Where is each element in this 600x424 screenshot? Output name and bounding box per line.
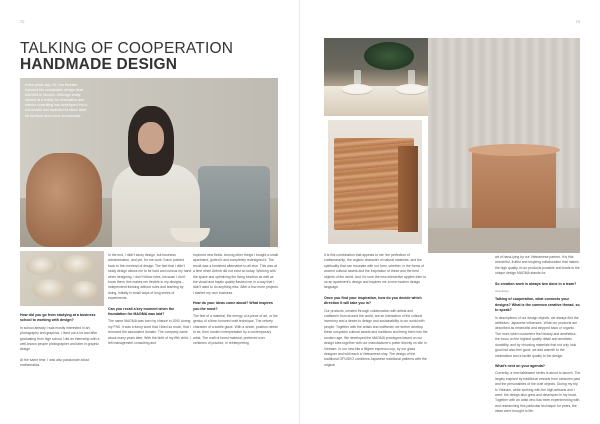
wood-block-side — [398, 146, 418, 232]
bowls-photo — [20, 251, 104, 306]
title-light: TALKING OF COOPERATION — [20, 40, 234, 57]
page-number: 72 — [20, 19, 25, 24]
paragraph: In the end, I didn't study design, but business administration, and yet, for me work I have pointed back to the overlead of design. The fact that I didn't study design allows me to be bold and curious my hand when designing. I don't follow rules, because I don't know them; this makes me flexible in my designs – independent thinking without rules and learning by doing, initially in small ways of long series of experiments. — [108, 253, 192, 301]
answer-label: Absolutely. — [495, 289, 510, 294]
plate — [396, 84, 426, 94]
plant-leaves — [364, 42, 414, 70]
paragraph: explored new fields. Among other things I bought a small apartment, gutted it and completely redesigned it. The result was a furnished alternative to all else. This was at a time when Airbnb did not exist so today. Working with the space and optimizing the living function as well as the visual and haptic quality flashed me in a way that I didn't want to do anything else. After a few more projects I started my own business. — [193, 253, 279, 295]
question: So creation work is always two done in a team? — [495, 281, 577, 286]
question: Can you recall a key moment when the foundation for MAGMA was laid? — [108, 306, 175, 317]
paragraph: At the same time, I was also passionate about mathematics. — [20, 357, 90, 368]
floor — [428, 228, 580, 253]
wood-block-photo — [328, 120, 422, 244]
paragraph: art of hand-lying by our Vietnamese partner. It is this wonderful, fruitful and inspiring collaboration that makes the high quality of our products possible and leads to the unique design MAGMA stands for. — [495, 255, 580, 276]
left-column-1 — [20, 313, 104, 374]
hero-caption: A few years ago, Dr. Urs Moesler founded the sustainable design label MAGMA in Munich. Although really started at a hobby for restoration and interior consulting has developed into a successful and awarded furniture label for furniture and home accessories. — [25, 83, 88, 118]
stool — [198, 166, 270, 247]
wooden-stool-top — [468, 144, 560, 156]
question: Talking of cooperation, what connects your designs? What is the common creative thread, so to speak? — [495, 297, 580, 313]
person-face — [138, 122, 164, 154]
paragraph: Our products, created through collaboration with artists and craftsmen from around the world, are an interaction of the cultural inventory and a desire to design and sustainability in our world with people. Together with the artists and craftsmen we further develop these unspoken cultural assets and traditions and bring them into the modern age. We developed the MAGMA prototypes based on our design idea together with our manufacturer's potter directly on site in Vietnam. In our new kits a filigree espresso cup, by our glass designer and with each a Vietnamese clay. The design of the traditional OPUSKO combines Japanese traditional patterns with the original — [324, 308, 428, 367]
glass — [408, 70, 415, 84]
page-number: 73 — [575, 19, 580, 24]
bowl — [70, 281, 98, 299]
question: How did you go from studying at a business school to working with design? — [20, 313, 96, 323]
bowl — [60, 255, 94, 275]
right-column-2 — [495, 255, 581, 420]
glass — [354, 70, 361, 84]
terracotta-vase — [26, 153, 102, 247]
paragraph: Currently, a new tableware series is about to launch. The largely inspired by traditional vessels from centuries past and the personalities of the craft objects. During my trip to Vietnam, while working with the high artisans and I went, the design also grew and developed in my head. Together with an artist who has been experimenting with and researching this particular technique for years, the ideas were brought to life. — [495, 371, 581, 414]
left-column-3 — [193, 253, 279, 352]
plate — [342, 84, 372, 94]
stool-photo — [428, 38, 580, 253]
paragraph: In school already I was mostly interested in art, photography and graphics. I lived out a lot and after graduating from high school I did an internship with a well-known people photographer and later in graphic design. — [20, 325, 100, 352]
right-page — [300, 0, 600, 424]
right-column-1 — [324, 253, 428, 373]
question: Once you find your inspiration, how do you decide which direction it will take you in? — [324, 295, 422, 306]
left-column-2 — [108, 253, 192, 352]
question: What's next on your agenda? — [495, 363, 545, 368]
bowl — [32, 279, 66, 299]
bowl — [26, 257, 56, 275]
question: How do your ideas come about? What inspires you the most? — [193, 301, 273, 311]
paragraph: The name MAGMA was born by chance in 2000 during my PhD. It was a funny word that I liked so much, that I removed the associated domain. The company came about many years later. With the birth of my fifth child, I left management consulting and — [108, 319, 191, 346]
paragraph: The feel of a material, the energy of a piece of art, or the genius of a time-honored craft technique. The velvety character of a subtle glaze. With a whole, position needs to be, then modern interpretation by a contemporary artist. The craft of forest material, preferred over centuries of practice, in reinterpreting — [193, 314, 278, 346]
paragraph: In descriptions of our design objects, we always find the attributes: Japanese influences. What our products are described as minimalist and stripped back or organic. The more when customers feel beauty and aesthetics, the focus on the highest quality detail and aesthetic durability, and by choosing materials that not only look good but also feel good, we add warmth to the minimalism and a tactile quality to the design. — [495, 315, 579, 358]
wooden-stool — [472, 150, 556, 228]
title-bold: HANDMADE DESIGN — [20, 56, 178, 73]
paragraph: It is this combination that appeals to me: the perfection of craftsmanship, the organic character of natural materials, and the spirituality that can resonate with our form, whether, in the forms of ancient cultural assets and the inspiration of these and the best objects of the world. And I'm sure the new interactive applies then to us an apartment's design and inspires me a new modern design language. — [324, 253, 427, 290]
